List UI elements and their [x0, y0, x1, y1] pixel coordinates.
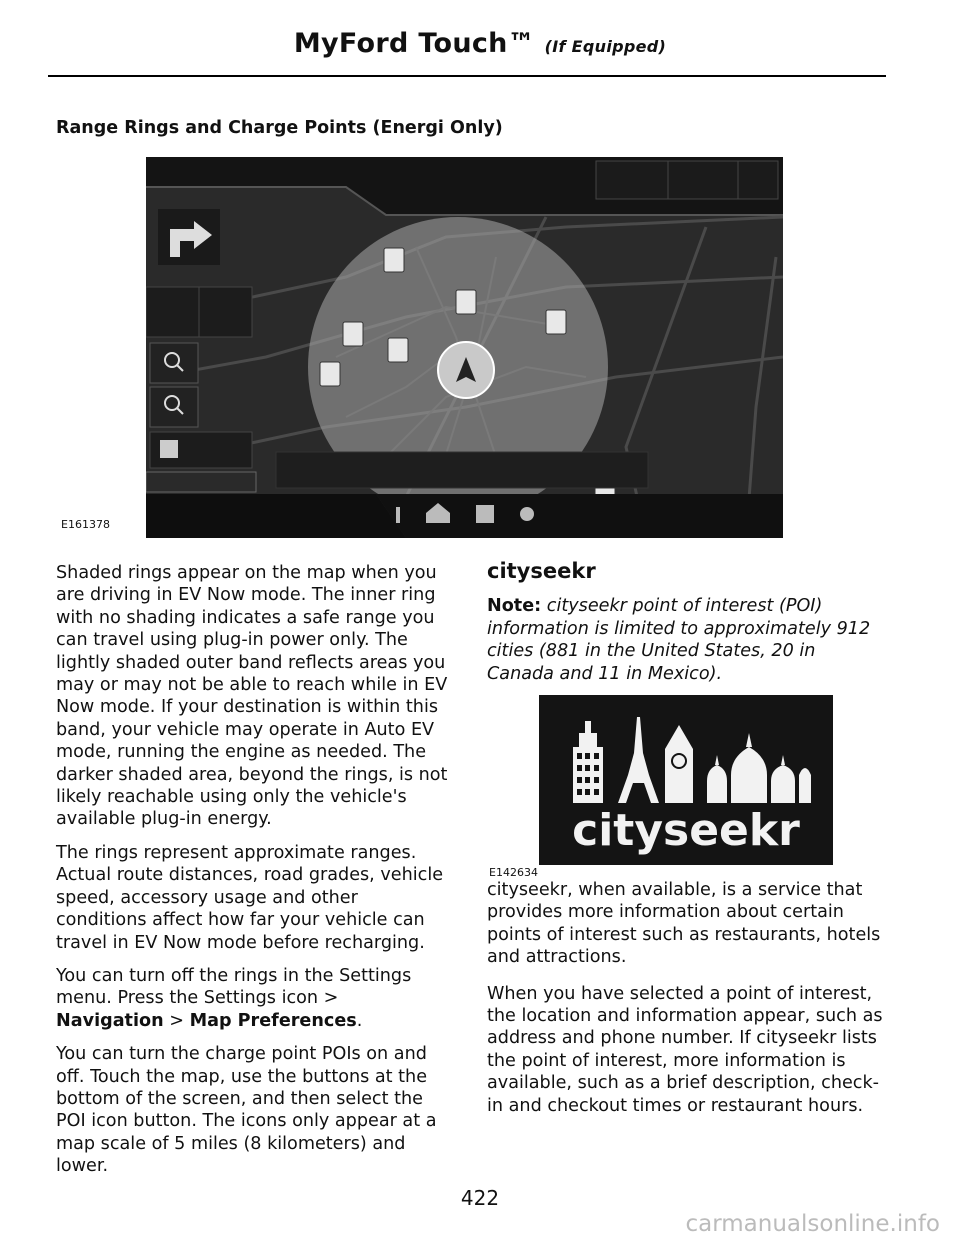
section-title: Range Rings and Charge Points (Energi Only) [56, 118, 503, 138]
paragraph-settings-path: You can turn off the rings in the Settings menu. Press the Settings icon > Navigation > Map Preferences. [56, 965, 412, 1031]
cityseekr-logo [539, 695, 833, 865]
map-preferences-ref: Map Preferences [189, 1010, 357, 1031]
paragraph: When you have selected a point of interest, the location and information appear, such as address and phone number. If cityseekr lists the point of interest, more information is available, such as a brief description, check-in and checkout times or restaurant hours. [487, 983, 883, 1116]
page-header-title: MyFord Touch™ (If Equipped) [293, 28, 667, 59]
navigation-map-screenshot [146, 157, 783, 538]
header-divider [48, 75, 886, 77]
paragraph: Shaded rings appear on the map when you are driving in EV Now mode. The inner ring with no shading indicates a safe range you can travel using plug-in power only. The lightly shaded outer band reflects areas you may or may not be able to reach while in EV Now mode. If your destination is within this band, your vehicle may operate in Auto EV mode, running the engine as needed. The darker shaded area, beyond the rings, is not likely reachable using only the vehicle's available plug-in energy. [56, 563, 448, 830]
cityseekr-logo-text: cityseekr [572, 805, 800, 856]
navigation-menu-ref: Navigation [56, 1010, 164, 1031]
page-number: 422 [460, 1186, 500, 1210]
figure-label: E142634 [489, 866, 538, 879]
paragraph: You can turn the charge point POIs on and off. Touch the map, use the buttons at the bottom of the screen, and then select the POI icon button. The icons only appear at a map scale of 5 miles (8 kilometers) and lower. [56, 1044, 437, 1177]
note-label: Note: [487, 596, 542, 617]
watermark: carmanualsonline.info [685, 1211, 940, 1237]
paragraph: The rings represent approximate ranges. Actual route distances, road grades, vehicle speed, accessory usage and other conditions affect how far your vehicle can travel in EV Now mode before recharging. [56, 842, 444, 953]
cityseekr-note: Note: cityseekr point of interest (POI) information is limited to approximately 912 cities (881 in the United States, 20 in Canada and 11 in Mexico). [487, 596, 871, 684]
path-separator: > [163, 1010, 190, 1031]
cityseekr-description [487, 879, 887, 1131]
cityseekr-heading: cityseekr [487, 559, 596, 583]
right-column-text [487, 560, 887, 685]
page-header-subtitle: (If Equipped) [544, 37, 667, 56]
paragraph: cityseekr, when available, is a service that provides more information about certain points of interest such as restaurants, hotels and attractions. [487, 880, 881, 968]
left-column-text [56, 562, 448, 1189]
figure-label: E161378 [61, 518, 110, 531]
settings-path-lead: You can turn off the rings in the Settings menu. Press the Settings icon > [56, 965, 412, 1009]
